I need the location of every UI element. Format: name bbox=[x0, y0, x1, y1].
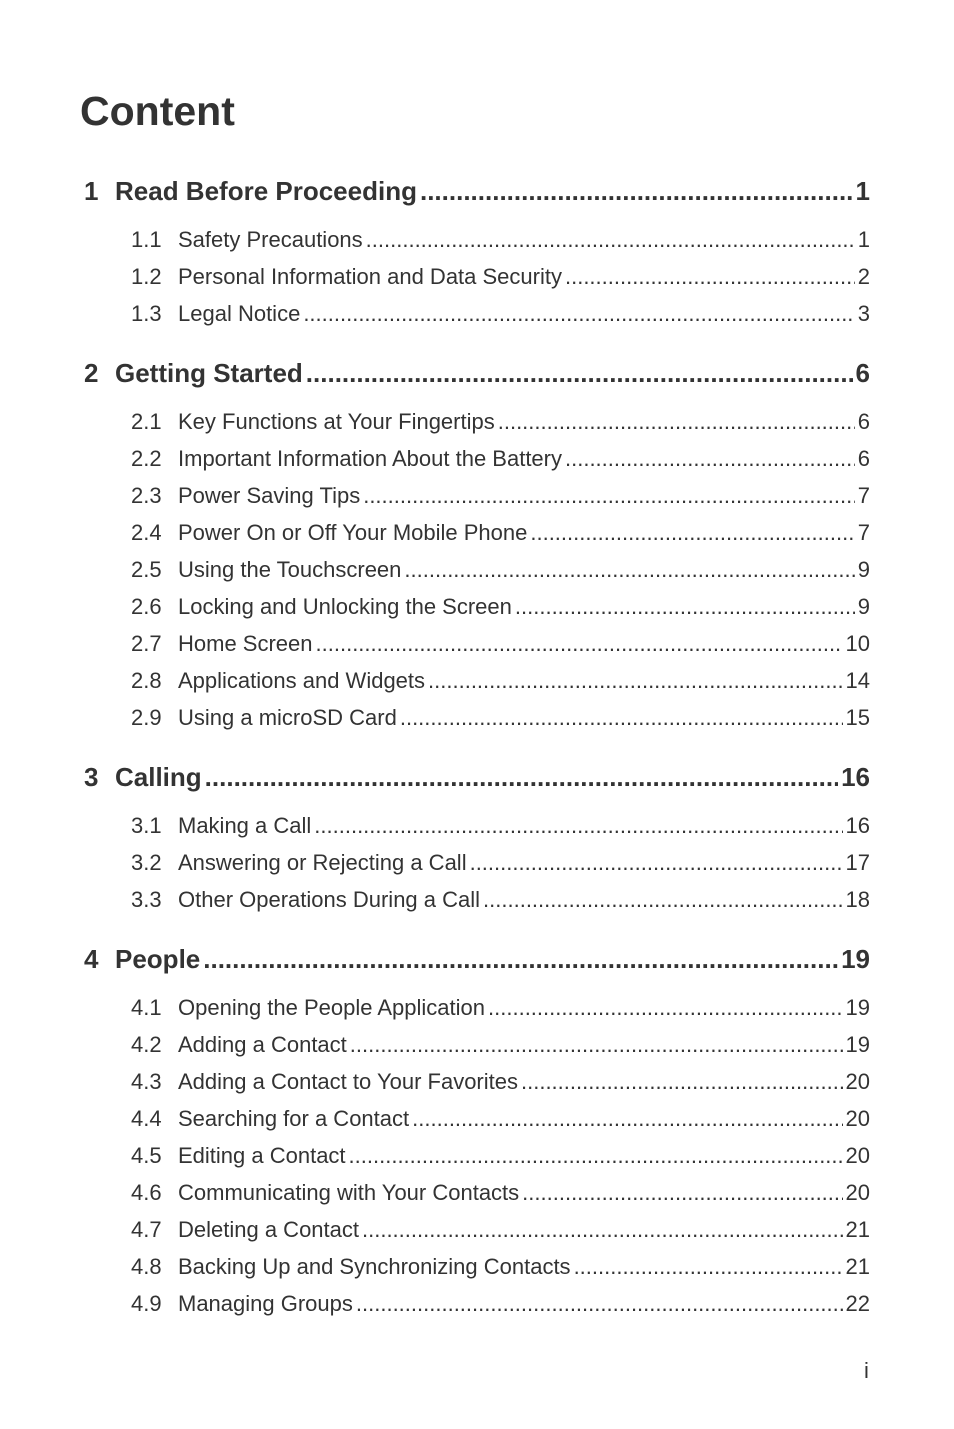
toc-section-4-8[interactable] bbox=[131, 1252, 870, 1282]
section-page-number: 21 bbox=[845, 1254, 870, 1279]
section-number: 4.1 bbox=[131, 995, 162, 1020]
section-number: 2.4 bbox=[131, 520, 162, 545]
dot-leader bbox=[565, 262, 855, 292]
section-number: 2.2 bbox=[131, 446, 162, 471]
section-title: Answering or Rejecting a Call bbox=[178, 850, 467, 875]
dot-leader bbox=[420, 174, 853, 208]
section-number: 2.5 bbox=[131, 557, 162, 582]
chapter-page-number: 19 bbox=[841, 944, 870, 974]
section-title: Using a microSD Card bbox=[178, 705, 397, 730]
section-title: Adding a Contact bbox=[178, 1032, 347, 1057]
section-title: Adding a Contact to Your Favorites bbox=[178, 1069, 518, 1094]
section-title: Using the Touchscreen bbox=[178, 557, 402, 582]
section-number: 2.6 bbox=[131, 594, 162, 619]
chapter-title: People bbox=[115, 944, 201, 974]
section-number: 4.8 bbox=[131, 1254, 162, 1279]
toc-section-2-6[interactable] bbox=[131, 592, 870, 622]
section-page-number: 22 bbox=[845, 1291, 870, 1316]
dot-leader bbox=[404, 555, 854, 585]
section-page-number: 10 bbox=[845, 631, 870, 656]
section-page-number: 16 bbox=[845, 813, 870, 838]
dot-leader bbox=[530, 518, 854, 548]
section-number: 4.9 bbox=[131, 1291, 162, 1316]
dot-leader bbox=[498, 407, 855, 437]
chapter-number: 3 bbox=[84, 762, 99, 792]
section-number: 3.3 bbox=[131, 887, 162, 912]
toc-section-4-5[interactable] bbox=[131, 1141, 870, 1171]
dot-leader bbox=[350, 1030, 843, 1060]
toc-section-3-3[interactable] bbox=[131, 885, 870, 915]
dot-leader bbox=[356, 1289, 843, 1319]
dot-leader bbox=[349, 1141, 843, 1171]
section-number: 2.8 bbox=[131, 668, 162, 693]
section-title: Home Screen bbox=[178, 631, 313, 656]
section-page-number: 3 bbox=[857, 301, 870, 326]
section-page-number: 2 bbox=[857, 264, 870, 289]
chapter-page-number: 16 bbox=[841, 762, 870, 792]
section-title: Searching for a Contact bbox=[178, 1106, 410, 1131]
dot-leader bbox=[303, 299, 854, 329]
section-page-number: 9 bbox=[857, 557, 870, 582]
section-page-number: 7 bbox=[857, 483, 870, 508]
page-folio: i bbox=[864, 1358, 869, 1383]
dot-leader bbox=[470, 848, 843, 878]
section-title: Power Saving Tips bbox=[178, 483, 361, 508]
section-page-number: 6 bbox=[857, 409, 870, 434]
dot-leader bbox=[574, 1252, 843, 1282]
chapter-page-number: 1 bbox=[855, 176, 870, 206]
dot-leader bbox=[521, 1067, 843, 1097]
section-page-number: 18 bbox=[845, 887, 870, 912]
toc-chapter-1[interactable] bbox=[84, 174, 870, 208]
section-number: 4.5 bbox=[131, 1143, 162, 1168]
section-page-number: 20 bbox=[845, 1180, 870, 1205]
toc-chapter-2[interactable] bbox=[84, 356, 870, 390]
section-page-number: 20 bbox=[845, 1143, 870, 1168]
chapter-title: Calling bbox=[115, 762, 202, 792]
section-title: Key Functions at Your Fingertips bbox=[178, 409, 495, 434]
section-page-number: 20 bbox=[845, 1069, 870, 1094]
section-title: Personal Information and Data Security bbox=[178, 264, 562, 289]
toc-section-2-8[interactable] bbox=[131, 666, 870, 696]
dot-leader bbox=[400, 703, 843, 733]
toc-chapter-3[interactable] bbox=[84, 760, 870, 794]
dot-leader bbox=[306, 356, 853, 390]
section-title: Applications and Widgets bbox=[178, 668, 426, 693]
section-number: 1.1 bbox=[131, 227, 162, 252]
toc-section-4-4[interactable] bbox=[131, 1104, 870, 1134]
section-title: Locking and Unlocking the Screen bbox=[178, 594, 512, 619]
section-number: 2.3 bbox=[131, 483, 162, 508]
section-page-number: 17 bbox=[845, 850, 870, 875]
page-title: Content bbox=[80, 88, 235, 134]
dot-leader bbox=[515, 592, 855, 622]
section-number: 4.2 bbox=[131, 1032, 162, 1057]
section-title: Making a Call bbox=[178, 813, 312, 838]
toc-section-2-9[interactable] bbox=[131, 703, 870, 733]
toc-section-4-6[interactable] bbox=[131, 1178, 870, 1208]
section-title: Other Operations During a Call bbox=[178, 887, 481, 912]
toc-section-4-2[interactable] bbox=[131, 1030, 870, 1060]
toc-section-4-7[interactable] bbox=[131, 1215, 870, 1245]
section-title: Communicating with Your Contacts bbox=[178, 1180, 520, 1205]
section-number: 3.1 bbox=[131, 813, 162, 838]
chapter-number: 2 bbox=[84, 358, 99, 388]
section-number: 3.2 bbox=[131, 850, 162, 875]
section-page-number: 1 bbox=[857, 227, 870, 252]
section-page-number: 19 bbox=[845, 995, 870, 1020]
chapter-number: 4 bbox=[84, 944, 99, 974]
section-title: Power On or Off Your Mobile Phone bbox=[178, 520, 528, 545]
toc-chapter-4[interactable] bbox=[84, 942, 870, 976]
dot-leader bbox=[316, 629, 843, 659]
section-title: Deleting a Contact bbox=[178, 1217, 359, 1242]
toc-section-1-1[interactable] bbox=[131, 225, 870, 255]
dot-leader bbox=[428, 666, 842, 696]
section-number: 2.1 bbox=[131, 409, 162, 434]
section-page-number: 21 bbox=[845, 1217, 870, 1242]
chapter-page-number: 6 bbox=[855, 358, 870, 388]
section-page-number: 14 bbox=[845, 668, 870, 693]
dot-leader bbox=[314, 811, 842, 841]
toc-section-2-1[interactable] bbox=[131, 407, 870, 437]
dot-leader bbox=[483, 885, 842, 915]
dot-leader bbox=[363, 481, 855, 511]
toc-section-1-3[interactable] bbox=[131, 299, 870, 329]
section-page-number: 6 bbox=[857, 446, 870, 471]
toc-section-2-5[interactable] bbox=[131, 555, 870, 585]
dot-leader bbox=[203, 942, 838, 976]
chapter-number: 1 bbox=[84, 176, 99, 206]
dot-leader bbox=[522, 1178, 842, 1208]
toc-section-2-3[interactable] bbox=[131, 481, 870, 511]
section-page-number: 20 bbox=[845, 1106, 870, 1131]
toc-section-4-1[interactable] bbox=[131, 993, 870, 1023]
section-number: 2.9 bbox=[131, 705, 162, 730]
dot-leader bbox=[366, 225, 855, 255]
dot-leader bbox=[205, 760, 838, 794]
section-number: 4.7 bbox=[131, 1217, 162, 1242]
chapter-title: Getting Started bbox=[115, 358, 303, 388]
dot-leader bbox=[412, 1104, 842, 1134]
dot-leader bbox=[362, 1215, 843, 1245]
section-title: Managing Groups bbox=[178, 1291, 353, 1316]
section-title: Backing Up and Synchronizing Contacts bbox=[178, 1254, 571, 1279]
section-page-number: 7 bbox=[857, 520, 870, 545]
toc-section-3-2[interactable] bbox=[131, 848, 870, 878]
section-title: Editing a Contact bbox=[178, 1143, 346, 1168]
section-page-number: 15 bbox=[845, 705, 870, 730]
dot-leader bbox=[488, 993, 843, 1023]
toc-section-2-2[interactable] bbox=[131, 444, 870, 474]
section-number: 4.4 bbox=[131, 1106, 162, 1131]
toc-section-4-3[interactable] bbox=[131, 1067, 870, 1097]
section-number: 1.3 bbox=[131, 301, 162, 326]
toc-section-3-1[interactable] bbox=[131, 811, 870, 841]
section-number: 4.6 bbox=[131, 1180, 162, 1205]
section-number: 2.7 bbox=[131, 631, 162, 656]
dot-leader bbox=[565, 444, 855, 474]
toc-section-1-2[interactable] bbox=[131, 262, 870, 292]
section-title: Opening the People Application bbox=[178, 995, 486, 1020]
section-page-number: 19 bbox=[845, 1032, 870, 1057]
section-number: 1.2 bbox=[131, 264, 162, 289]
section-title: Safety Precautions bbox=[178, 227, 363, 252]
toc-section-2-7[interactable] bbox=[131, 629, 870, 659]
section-title: Legal Notice bbox=[178, 301, 301, 326]
chapter-title: Read Before Proceeding bbox=[115, 176, 417, 206]
section-page-number: 9 bbox=[857, 594, 870, 619]
section-number: 4.3 bbox=[131, 1069, 162, 1094]
section-title: Important Information About the Battery bbox=[178, 446, 562, 471]
toc-section-4-9[interactable] bbox=[131, 1289, 870, 1319]
toc-section-2-4[interactable] bbox=[131, 518, 870, 548]
